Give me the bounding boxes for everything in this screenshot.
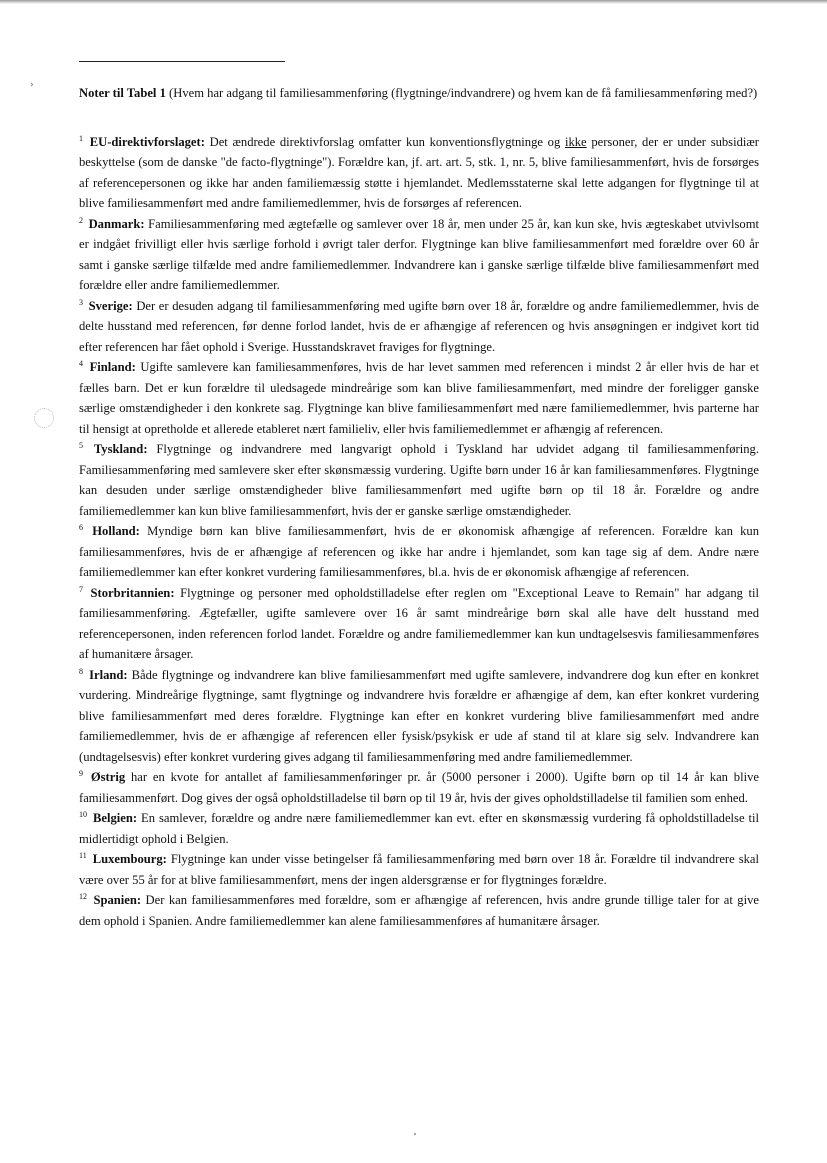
note-number: 1 [79,133,83,143]
note-title: Østrig [90,770,126,784]
note-5 [79,439,759,521]
note-9 [79,767,759,808]
note-text: Ugifte samlevere kan familiesammenføres, hvis de har levet sammen med referencen i mindst 2 år eller hvis de har et fælles barn. Det er kun forældre til uledsagede mindreårige som kan blive familiesammenført, med mindre der foreligger ganske særlige omstændigheder i den konkrete sag. Flygtninge kan blive familiesammenført med nære familiemedlemmer, hvis parterne har til hensigt at opretholde et allerede etableret nært familieliv, eller hvis familiemedlemmet er afhængig af referencen. [79,360,759,436]
note-title: Finland: [89,360,136,374]
note-title: Irland: [89,667,128,682]
note-text: Familiesammenføring med ægtefælle og samlever over 18 år, men under 25 år, kan kun ske, hvis ægteskabet utvivlsomt er indgået frivilligt eller hvis særlige forhold i øvrigt taler derfor. Flygtninge kan blive familiesammenført med forældre over 60 år samt i ganske særlige tilfælde med andre familiemedlemmer. Indvandrere kan i ganske særlige tilfælde blive familiesammenført med forældre eller andre familiemedlemmer. [79,216,759,292]
punch-hole-mark [34,408,54,428]
note-title: Danmark: [88,216,145,231]
note-number: 3 [79,297,83,307]
note-number: 7 [79,584,83,594]
note-text: Der kan familiesammenføres med forældre, som er afhængige af referencen, hvis andre grunde tillige taler for at give dem ophold i Spanien. Andre familiemedlemmer kan alene familiesammenføres af humanitære årsager. [79,893,759,928]
note-text: Flygtninge og personer med opholdstilladelse efter reglen om "Exceptional Leave to Remain" har adgang til familiesammenføring. Ægtefæller, ugifte samlevere over 16 år samt mindreårige børn skal alle have delt husstand med referencepersonen, inden referencen forlod landet. Forældre og andre familiemedlemmer kan kun undtagelsesvis familiesammenføres af humanitære årsager. [79,585,759,661]
note-text-pre: Det ændrede direktivforslag omfatter kun konventionsflygtninge og [209,134,565,149]
notes-document [79,83,759,931]
note-text: Flygtninge kan under visse betingelser få familiesammenføring med børn over 18 år. Forældre til indvandrere skal være over 55 år for at blive familiesammenført, mens der ingen aldersgrænse er for flygtninges forældre. [79,852,759,887]
note-text: personer, der er under subsidiær beskyttelse (som de danske "de facto-flygtninge"). Forældre kan, jf. art. art. 5, stk. 1, nr. 5, blive familiesammenført, hvis de forsørges af referencepersonen og ikke har anden familiemæssig støtte i hjemlandet. Medlemsstaterne skal lette adgangen for flygtninge til at blive familiesammenført med andre familiemedlemmer, hvis de forsørges af referencen. [79,134,759,210]
note-text: har en kvote for antallet af familiesammenføringer pr. år (5000 personer i 2000). Ugifte børn op til 14 år kan blive familiesammenført. Dog gives der også opholdstilladelse til børn op til 19 år, hvis der gives opholdstilladelse til familien som enhed. [79,770,759,805]
note-12 [79,890,759,931]
note-1 [79,132,759,214]
note-2 [79,214,759,296]
footnote-separator-line [79,61,285,62]
note-title: Tyskland: [93,442,148,456]
note-number: 2 [79,215,83,225]
note-number: 11 [79,851,87,860]
notes-heading-text: (Hvem har adgang til familiesammenføring (flygtninge/indvandrere) og hvem kan de få familiesammenføring med?) [169,86,758,100]
note-title: Spanien: [93,893,142,907]
note-title: Belgien: [92,811,138,825]
note-text: Myndige børn kan blive familiesammenført, hvis de er økonomisk afhængige af referencen. Forældre kan kun familiesammenføres, hvis de er afhængige af referencen og ikke har andre i hjemlandet, som kan tage sig af dem. Andre nære familiemedlemmer kan efter konkret vurdering familiesammenføres, bl.a. hvis de er økonomisk afhængige af referencen. [79,524,759,579]
note-underlined-word: ikke [564,134,587,149]
margin-mark: › [30,78,34,90]
note-title: Holland: [92,524,140,538]
note-title: EU-direktivforslaget: [89,134,205,149]
note-number: 8 [79,666,83,676]
note-number: 4 [79,359,83,368]
note-number: 5 [79,441,83,450]
note-number: 6 [79,523,83,532]
note-text: Der er desuden adgang til familiesammenføring med ugifte børn over 18 år, forældre og andre familiemedlemmer, hvis de delte husstand med referencen, før denne forlod landet, hvis de er afhængige af referencen og hvis ansøgningen er indgivet kort tid efter referencen har fået ophold i Sverige. Husstandskravet fraviges for flygtninge. [79,298,759,354]
note-7 [79,583,759,665]
notes-heading [79,83,759,104]
note-title: Sverige: [88,298,133,313]
note-number: 9 [79,769,83,778]
note-title: Luxembourg: [92,852,167,866]
note-text: Både flygtninge og indvandrere kan blive familiesammenført med ugifte samlevere, indvandrere dog kun efter en konkret vurdering. Mindreårige flygtninge, samt flygtninge og indvandrere hvis forældre er afhængige af dem, kan efter konkret vurdering blive familiesammenført med deres forældre. Flygtninge kan efter en konkret vurdering blive familiesammenført med andre familiemedlemmer, hvis de er afhængige af referencen eller fysisk/psykisk er ude af stand til at klare sig selv. Indvandrere kan (undtagelsesvis) efter konkret vurdering gives adgang til familiesammenføring med andre familiemedlemmer. [79,667,759,764]
scan-top-edge [0,0,827,4]
note-number: 10 [79,810,87,819]
note-3 [79,296,759,358]
note-text: Flygtninge og indvandrere med langvarigt ophold i Tyskland har udvidet adgang til familiesammenføring. Familiesammenføring med samlevere sker efter skønsmæssig vurdering. Ugifte børn under 16 år kan familiesammenføres. Flygtninge kan desuden under særlige omstændigheder blive familiesammenført med ugifte børn op til 18 år. Forældre og andre familiemedlemmer kan kun blive familiesammenført, hvis der er ganske særlige omstændigheder. [79,442,759,518]
note-4 [79,357,759,439]
note-number: 12 [79,892,87,901]
note-11 [79,849,759,890]
note-text: En samlever, forældre og andre nære familiemedlemmer kan evt. efter en skønsmæssig vurdering få opholdstilladelse til midlertidigt ophold i Belgien. [79,811,760,846]
note-10 [79,808,759,849]
note-6 [79,521,759,583]
note-8 [79,665,759,768]
scan-speck [414,1133,416,1135]
notes-heading-label: Noter til Tabel 1 [79,86,166,100]
note-title: Storbritannien: [90,585,175,600]
